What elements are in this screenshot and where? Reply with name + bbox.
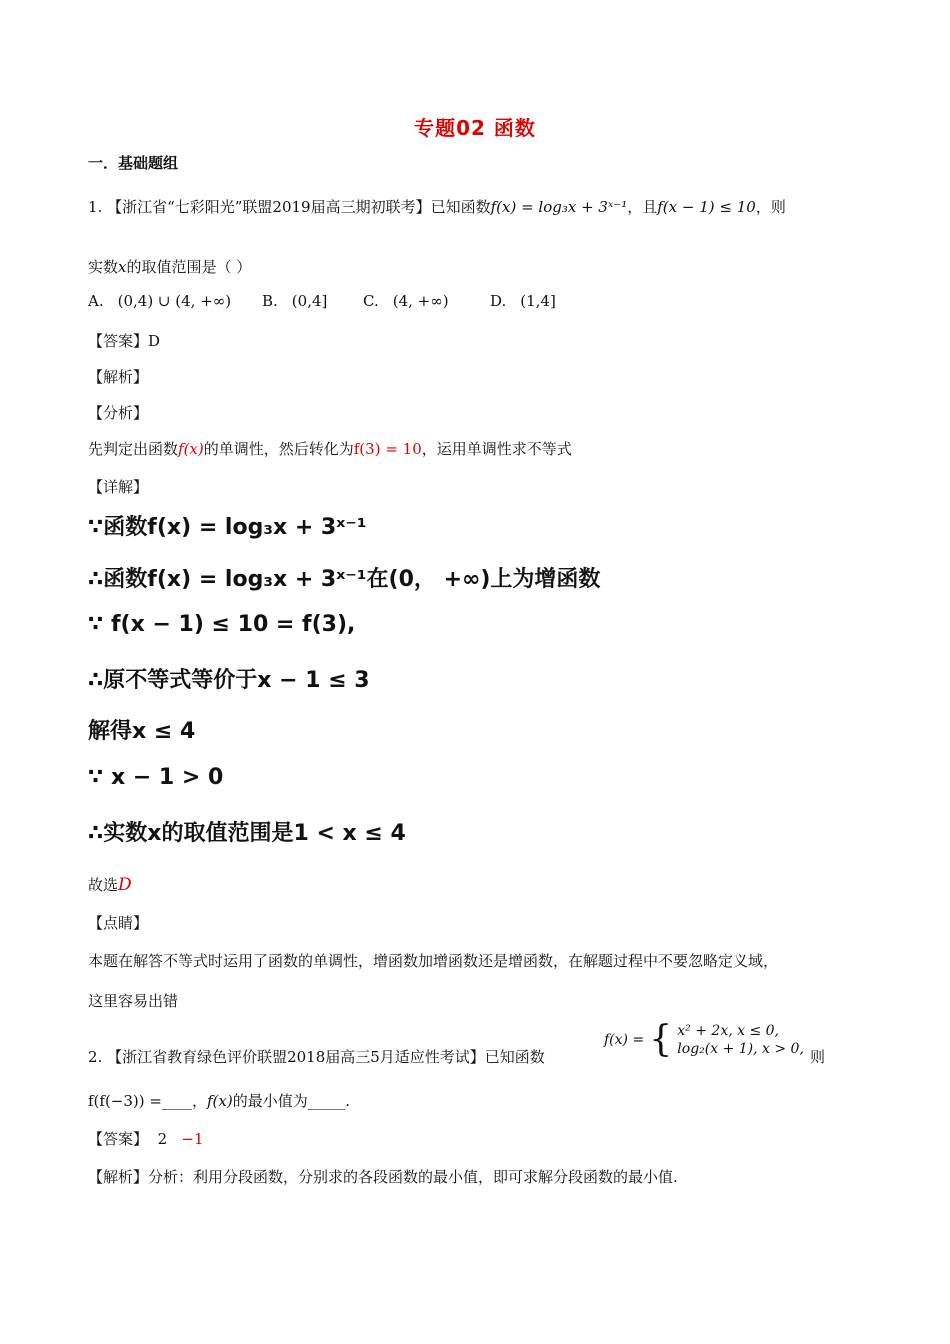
step-4: ∴原不等式等价于x − 1 ≤ 3	[88, 668, 370, 693]
q2-piecewise: f(x) = { x² + 2x, x ≤ 0, log₂(x + 1), x > 0,	[604, 1019, 804, 1060]
step-5: 解得x ≤ 4	[88, 719, 196, 744]
choice-c: C. (4, +∞)	[363, 292, 449, 310]
q2-end: 则	[810, 1048, 826, 1066]
step-7: ∴实数x的取值范围是1 < x ≤ 4	[88, 821, 406, 846]
detail-heading: 【详解】	[88, 478, 149, 496]
step-6: ∵ x − 1 > 0	[88, 765, 224, 790]
q1-variable: x	[118, 258, 127, 276]
step-1: ∵函数f(x) = log₃x + 3ˣ⁻¹	[88, 515, 367, 540]
dianjing-line2: 这里容易出错	[88, 992, 179, 1010]
choose-line: 故选D	[88, 875, 132, 895]
answer-line: 【答案】D	[88, 332, 161, 350]
dianjing-line1: 本题在解答不等式时运用了函数的单调性，增函数加增函数还是增函数，在解题过程中不要忽略定义域，	[88, 952, 779, 970]
brace-icon: {	[649, 1019, 673, 1060]
choice-a: A. (0,4) ∪ (4, +∞)	[88, 292, 232, 310]
q2-case1: x² + 2x, x ≤ 0,	[677, 1023, 780, 1039]
q1-line2-text: 实数	[88, 258, 119, 276]
fenxi-text: 先判定出函数f(x)的单调性，然后转化为f(3) = 10，运用单调性求不等式	[88, 440, 572, 458]
q2-line2: f(f(−3)) =____，f(x)的最小值为_____.	[88, 1092, 350, 1110]
fenxi-heading: 【分析】	[88, 404, 149, 422]
q1-function: f(x) = log₃x + 3ˣ⁻¹	[490, 198, 628, 216]
choice-b: B. (0,4]	[262, 292, 328, 310]
step-2: ∴函数f(x) = log₃x + 3ˣ⁻¹在(0， +∞)上为增函数	[88, 567, 601, 592]
q1-stem-line2	[88, 256, 251, 277]
page-title: 专题02 函数	[414, 116, 536, 140]
q2-prefix: 2. 【浙江省教育绿色评价联盟2018届高三5月适应性考试】已知函数	[88, 1048, 545, 1066]
dianjing-heading: 【点睛】	[88, 914, 149, 932]
q1-prefix: 1. 【浙江省“七彩阳光”联盟2019届高三期初联考】已知函数	[88, 198, 491, 216]
step-3: ∵ f(x − 1) ≤ 10 = f(3),	[88, 612, 356, 637]
q2-answer: 【答案】 2 −1	[88, 1130, 204, 1148]
q1-line2-text2: 的取值范围是（ ）	[126, 258, 252, 276]
q1-mid: ，且	[627, 198, 658, 216]
section-heading: 一．基础题组	[88, 154, 179, 172]
choice-d: D. (1,4]	[490, 292, 556, 310]
q1-condition: f(x − 1) ≤ 10	[657, 198, 756, 216]
q2-analysis: 【解析】分析：利用分段函数，分别求的各段函数的最小值，即可求解分段函数的最小值.	[88, 1168, 678, 1186]
q2-case2: log₂(x + 1), x > 0,	[677, 1041, 804, 1057]
q1-end: ，则	[755, 198, 786, 216]
q1-stem-line1	[88, 196, 786, 217]
analysis-heading: 【解析】	[88, 368, 149, 386]
